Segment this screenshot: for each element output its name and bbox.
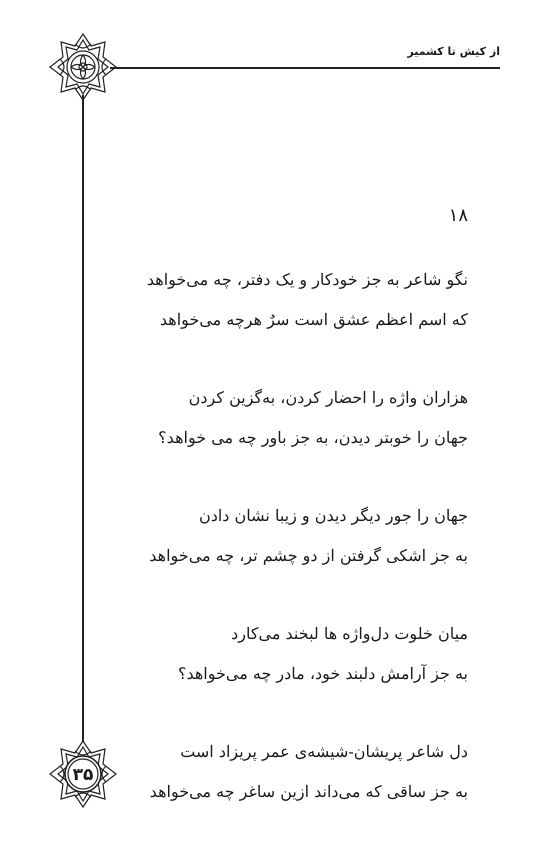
verse-line: جهان را خوبتر دیدن، به جز باور چه می خواهد؟ [158, 428, 468, 447]
verse-line: میان خلوت دل‌واژه ها لبخند می‌کارد [231, 624, 468, 643]
verse-line: نگو شاعر به جز خودکار و یک دفتر، چه می‌خواهد [146, 270, 468, 289]
couplet [88, 496, 468, 576]
couplet [88, 260, 468, 340]
verse-line: دل شاعر پریشان-شیشه‌ی عمر پریزاد است [180, 742, 468, 761]
verse-line: به جز ساقی که می‌داند ازین ساغر چه می‌خواهد [149, 782, 468, 801]
poem-body [88, 260, 468, 850]
poem-number: ۱۸ [448, 205, 468, 226]
verse-line: به جز آرامش دلبند خود، مادر چه می‌خواهد؟ [177, 664, 468, 683]
margin-rule [82, 95, 84, 750]
arabesque-ornament-icon [48, 32, 118, 102]
verse-line: هزاران واژه را احضار کردن، به‌گزین کردن [188, 388, 468, 407]
couplet [88, 732, 468, 812]
couplet [88, 378, 468, 458]
verse-line: که اسم اعظم عشق است سرٌ هرچه می‌خواهد [159, 310, 468, 329]
running-title: از کیش تا کشمیر [407, 45, 500, 58]
header-rule [110, 67, 500, 69]
couplet [88, 614, 468, 694]
page-number: ۳۵ [72, 765, 94, 785]
verse-line: جهان را جور دیگر دیدن و زیبا نشان دادن [198, 506, 468, 525]
verse-line: به جز اشکی گرفتن از دو چشم تر، چه می‌خواهد [149, 546, 468, 565]
